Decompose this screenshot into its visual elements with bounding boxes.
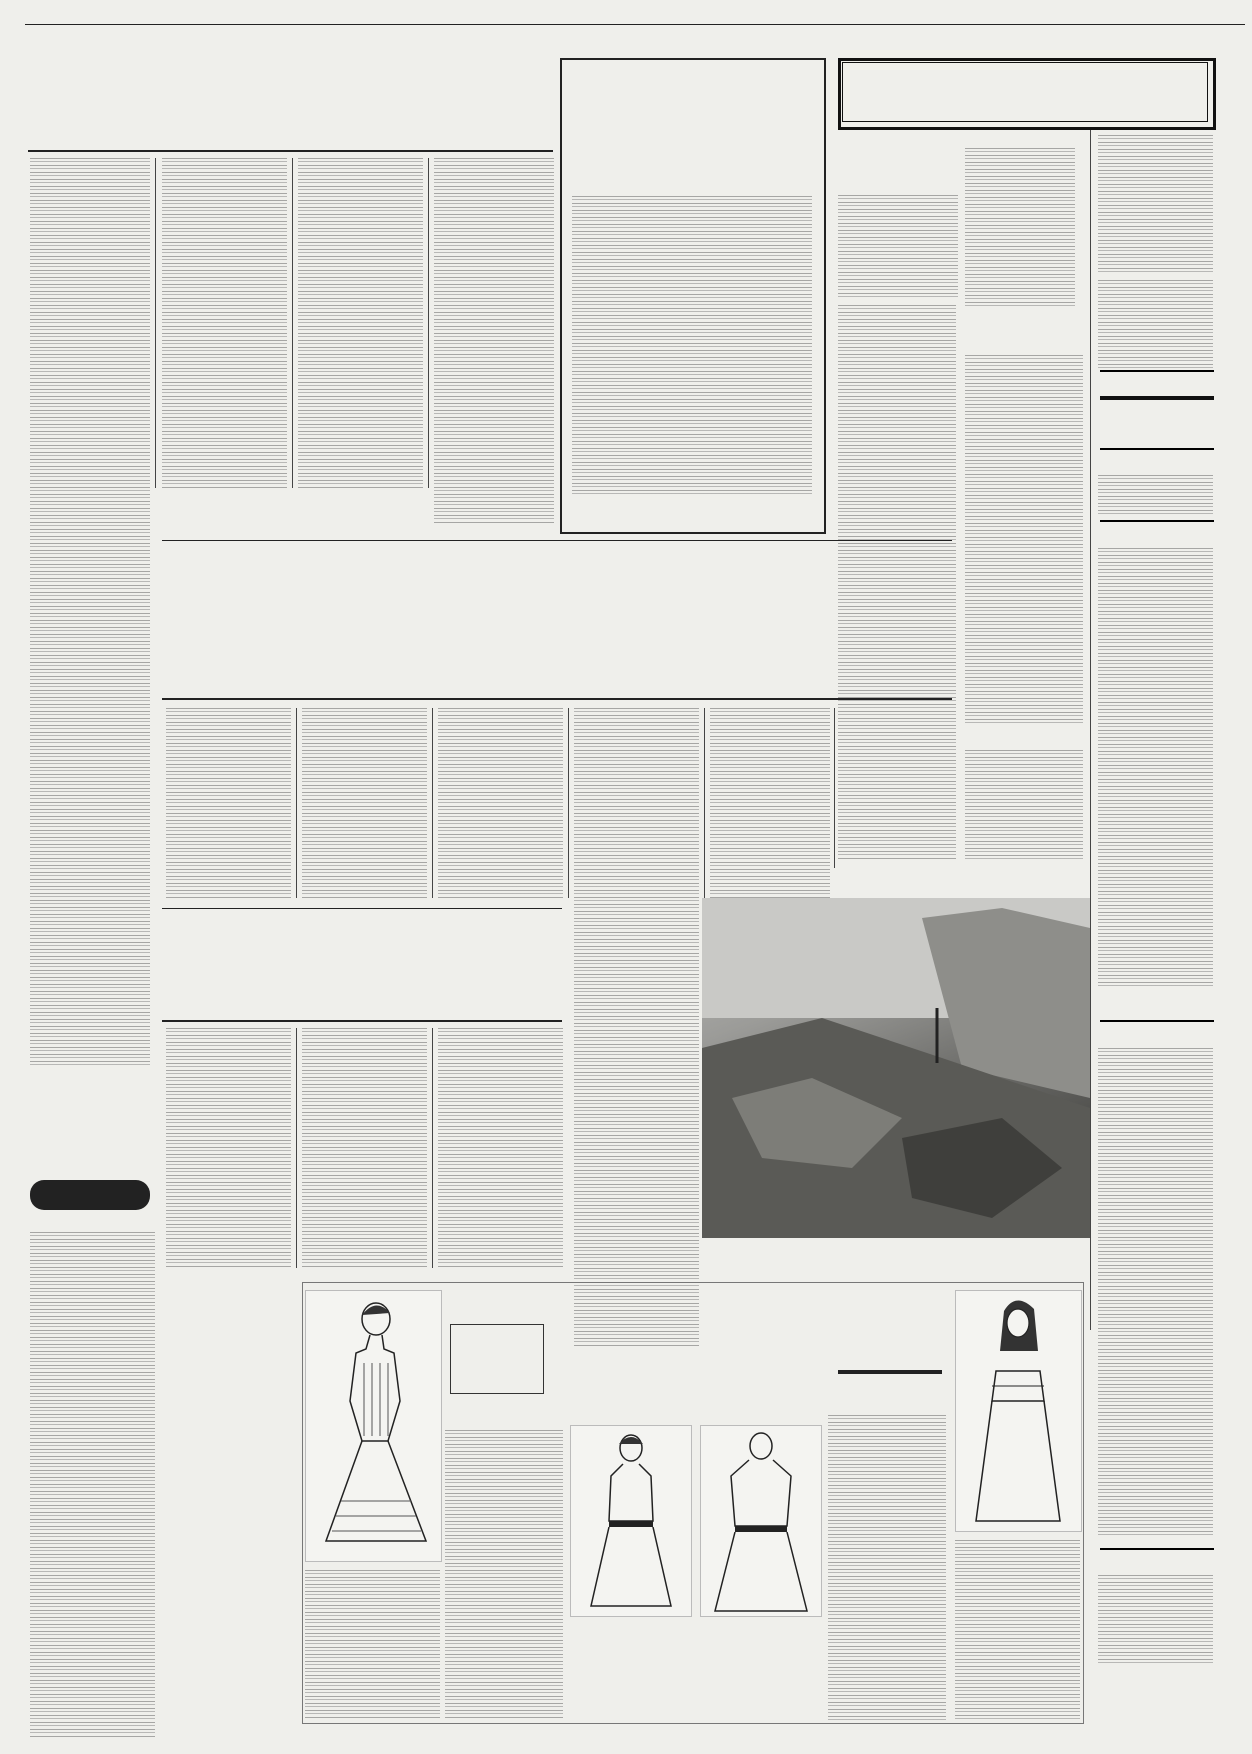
left-headline [28,50,558,175]
sidebar-calendario [1100,448,1214,450]
fashion-sketch-left [305,1290,442,1562]
centenary-body [572,196,812,496]
left-column-3 [298,158,423,488]
tessuti-badge [838,1370,942,1374]
fashion-sketch-middle-1 [570,1425,692,1617]
left-column-2 [162,158,287,488]
fashion-sketch-right [955,1290,1082,1532]
sidebar-tempocheffa [1100,1548,1214,1550]
sidebar-oggi [1100,370,1214,372]
sidebar-radio [1100,1020,1214,1022]
sidebar-cosi [1100,396,1214,400]
fashion-sketch-middle-2 [700,1425,822,1617]
left-column-4 [434,158,554,523]
left-column-1 [30,158,150,1068]
sidebar-oroscopo [1100,520,1214,522]
excavation-photo [702,898,1090,1238]
pallacorda-title [30,1180,150,1210]
